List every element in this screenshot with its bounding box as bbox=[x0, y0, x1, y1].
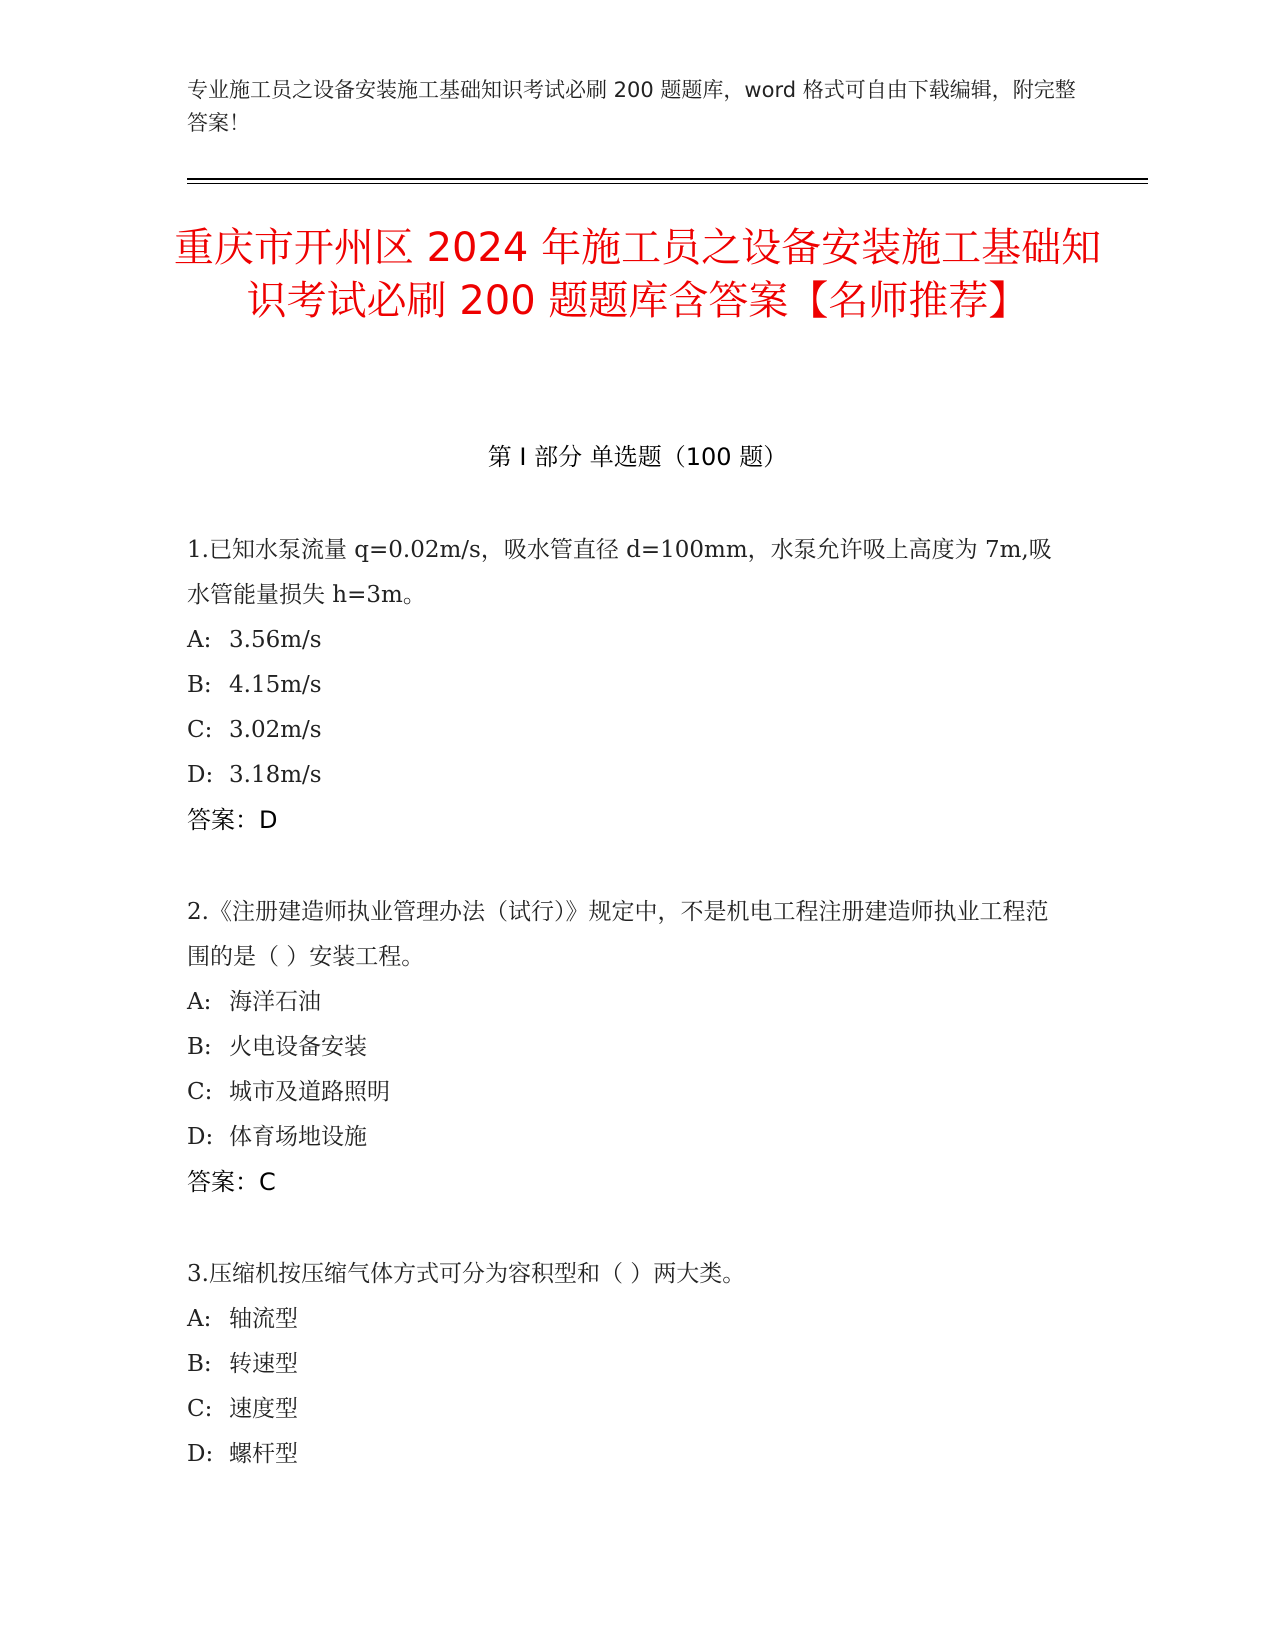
document-title: 重庆市开州区 2024 年施工员之设备安装施工基础知识考试必刷 200 题题库含答案【名师推荐】 bbox=[173, 225, 1102, 324]
option-label: C: bbox=[187, 1079, 213, 1105]
question-2 bbox=[187, 890, 1067, 1205]
option-b bbox=[187, 1025, 1067, 1070]
option-text: 螺杆型 bbox=[229, 1441, 298, 1467]
question-stem: 3.压缩机按压缩气体方式可分为容积型和（ ）两大类。 bbox=[187, 1261, 746, 1287]
option-text: 3.56m/s bbox=[229, 627, 322, 653]
question-1 bbox=[187, 528, 1067, 843]
option-label: B: bbox=[187, 1351, 212, 1377]
option-text: 轴流型 bbox=[229, 1306, 298, 1332]
header-note: 专业施工员之设备安装施工基础知识考试必刷 200 题题库，word 格式可自由下载编辑，附完整答案！ bbox=[187, 78, 1076, 135]
option-a bbox=[187, 618, 1067, 663]
option-text: 3.18m/s bbox=[229, 762, 322, 788]
option-label: A: bbox=[187, 1306, 212, 1332]
option-label: D: bbox=[187, 762, 214, 788]
question-stem: 2.《注册建造师执业管理办法（试行）》规定中，不是机电工程注册建造师执业工程范围的是（ ）安装工程。 bbox=[187, 899, 1049, 970]
header-divider-thin bbox=[187, 183, 1148, 184]
option-text: 海洋石油 bbox=[229, 989, 321, 1015]
option-d bbox=[187, 1432, 1067, 1477]
option-b bbox=[187, 663, 1067, 708]
option-a bbox=[187, 1297, 1067, 1342]
section-heading: 第 I 部分 单选题（100 题） bbox=[487, 443, 788, 471]
question-stem: 1.已知水泵流量 q=0.02m/s，吸水管直径 d=100mm，水泵允许吸上高度为 7m,吸水管能量损失 h=3m。 bbox=[187, 537, 1052, 608]
header-divider-thick bbox=[187, 178, 1148, 180]
option-text: 体育场地设施 bbox=[229, 1124, 367, 1150]
option-text: 城市及道路照明 bbox=[229, 1079, 390, 1105]
option-d bbox=[187, 753, 1067, 798]
option-text: 速度型 bbox=[229, 1396, 298, 1422]
option-label: C: bbox=[187, 1396, 213, 1422]
option-label: C: bbox=[187, 717, 213, 743]
option-label: B: bbox=[187, 1034, 212, 1060]
answer-line: 答案：C bbox=[187, 1168, 276, 1196]
option-a bbox=[187, 980, 1067, 1025]
option-text: 火电设备安装 bbox=[229, 1034, 367, 1060]
answer-line: 答案：D bbox=[187, 806, 278, 834]
option-c bbox=[187, 1070, 1067, 1115]
option-c bbox=[187, 708, 1067, 753]
option-label: A: bbox=[187, 627, 212, 653]
option-b bbox=[187, 1342, 1067, 1387]
option-c bbox=[187, 1387, 1067, 1432]
option-label: A: bbox=[187, 989, 212, 1015]
option-text: 4.15m/s bbox=[229, 672, 322, 698]
question-3 bbox=[187, 1252, 1067, 1477]
option-label: D: bbox=[187, 1441, 214, 1467]
option-label: B: bbox=[187, 672, 212, 698]
option-text: 3.02m/s bbox=[229, 717, 322, 743]
option-d bbox=[187, 1115, 1067, 1160]
option-text: 转速型 bbox=[229, 1351, 298, 1377]
option-label: D: bbox=[187, 1124, 214, 1150]
question-list bbox=[187, 528, 1067, 1524]
